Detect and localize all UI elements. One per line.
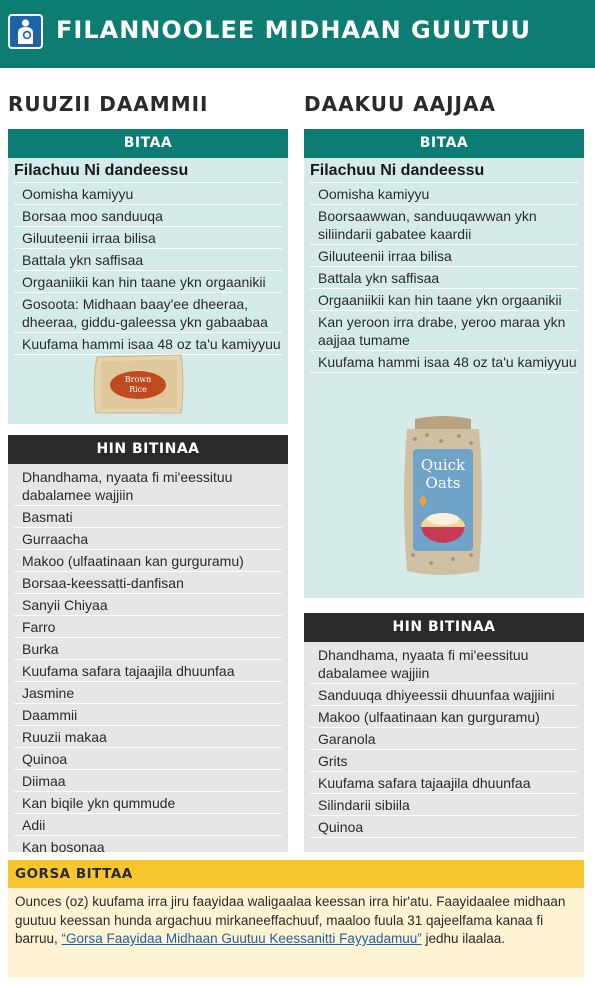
list-item: Makoo (ulfaatinaan kan gurguramu) — [310, 706, 578, 728]
brown-rice-label-line1: Brown — [124, 375, 152, 384]
list-item: Orgaaniikii kan hin taane ykn orgaanikii — [310, 289, 578, 311]
list-item: Burka — [14, 638, 282, 660]
list-item: Kan biqile ykn qummude — [14, 792, 282, 814]
list-item: Basmati — [14, 506, 282, 528]
mother-and-baby-icon — [8, 14, 43, 49]
quick-oats-label-line2: Oats — [425, 474, 461, 492]
list-item: Kan yeroon irra drabe, yeroo maraa ykn aajjaa tumame — [310, 311, 578, 351]
quick-oats-product-image — [401, 415, 485, 577]
oats-approved-band: BITAA — [304, 129, 584, 158]
list-item: Quinoa — [14, 748, 282, 770]
oats-approved-list — [310, 183, 578, 373]
rice-section-title: RUUZII DAAMMII — [8, 92, 209, 116]
list-item: Giluuteenii irraa bilisa — [310, 245, 578, 267]
oats-not-approved-panel — [304, 642, 584, 852]
shopping-tip-header: GORSA BITTAA — [8, 860, 584, 888]
rice-not-approved-band: HIN BITINAA — [8, 435, 288, 464]
brown-rice-product-image — [91, 353, 187, 415]
list-item: Gurraacha — [14, 528, 282, 550]
whole-grain-tips-link[interactable]: “Gorsa Faayidaa Midhaan Guutuu Keessanitti Fayyadamuu” — [61, 931, 422, 946]
rice-not-approved-panel — [8, 464, 288, 855]
shopping-tip-text: Ounces (oz) kuufama irra jiru faayidaa waligaalaa keessan irra hir'atu. Faayidaalee midhaan guutuu keessan hunda argachuu mirkaneeffachuuf, maaloo fuula 31 qajeelfama kanaa fi barruu, — [15, 894, 566, 946]
list-item: Kuufama safara tajaajila dhuunfaa — [310, 772, 578, 794]
list-item: Battala ykn saffisaa — [310, 267, 578, 289]
list-item: Giluuteenii irraa bilisa — [14, 227, 282, 249]
list-item: Garanola — [310, 728, 578, 750]
page-title: FILANNOOLEE MIDHAAN GUUTUU — [56, 16, 532, 44]
oats-not-approved-band: HIN BITINAA — [304, 613, 584, 642]
list-item: Grits — [310, 750, 578, 772]
list-item: Daammii — [14, 704, 282, 726]
list-item: Quinoa — [310, 816, 578, 838]
list-item: Adii — [14, 814, 282, 836]
list-item: Farro — [14, 616, 282, 638]
quick-oats-label-line1: Quick — [420, 456, 466, 474]
oats-section-title: DAAKUU AAJJAA — [304, 92, 496, 116]
list-item: Diimaa — [14, 770, 282, 792]
list-item: Boorsaawwan, sanduuqawwan ykn siliindarii gabatee kaardii — [310, 205, 578, 245]
shopping-tip-text-end: jedhu ilaalaa. — [421, 931, 506, 946]
list-item: Oomisha kamiyyu — [14, 183, 282, 205]
list-item: Kuufama safara tajaajila dhuunfaa — [14, 660, 282, 682]
shopping-tip-body — [8, 888, 584, 978]
oats-not-approved-list — [310, 644, 578, 838]
list-item: Dhandhama, nyaata fi mi'eessituu dabalamee wajjiin — [310, 644, 578, 684]
list-item: Kan bosonaa — [14, 836, 282, 858]
list-item: Kuufama hammi isaa 48 oz ta'u kamiyyuu — [310, 351, 578, 373]
rice-approved-subtitle: Filachuu Ni dandeessu — [14, 160, 282, 183]
list-item: Dhandhama, nyaata fi mi'eessituu dabalamee wajjiin — [14, 466, 282, 506]
list-item: Jasmine — [14, 682, 282, 704]
brown-rice-label-line2: Rice — [129, 385, 147, 394]
list-item: Kuufama hammi isaa 48 oz ta'u kamiyyuu — [14, 333, 282, 355]
rice-not-approved-list — [14, 466, 282, 858]
rice-approved-band: BITAA — [8, 129, 288, 158]
list-item: Ruuzii makaa — [14, 726, 282, 748]
list-item: Makoo (ulfaatinaan kan gurguramu) — [14, 550, 282, 572]
list-item: Sanduuqa dhiyeessii dhuunfaa wajjiini — [310, 684, 578, 706]
list-item: Oomisha kamiyyu — [310, 183, 578, 205]
rice-approved-list — [14, 183, 282, 355]
list-item: Gosoota: Midhaan baay'ee dheeraa, dheeraa, giddu-galeessa ykn gabaabaa — [14, 293, 282, 333]
page-header — [0, 0, 595, 68]
list-item: Battala ykn saffisaa — [14, 249, 282, 271]
list-item: Orgaaniikii kan hin taane ykn orgaanikii — [14, 271, 282, 293]
list-item: Silindarii sibiila — [310, 794, 578, 816]
list-item: Borsaa moo sanduuqa — [14, 205, 282, 227]
list-item: Borsaa-keessatti-danfisan — [14, 572, 282, 594]
list-item: Sanyii Chiyaa — [14, 594, 282, 616]
oats-approved-subtitle: Filachuu Ni dandeessu — [310, 160, 578, 183]
